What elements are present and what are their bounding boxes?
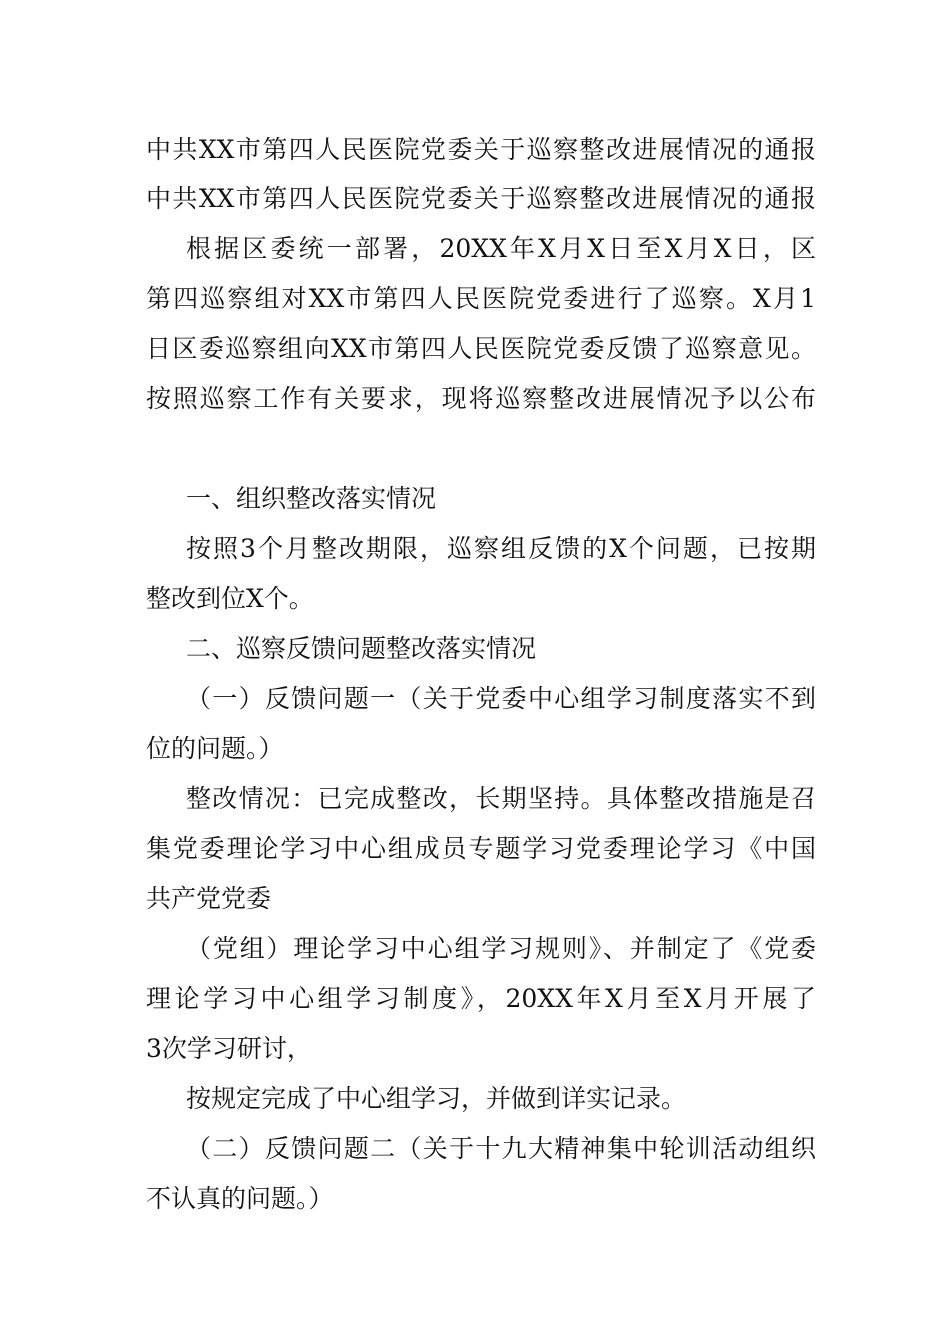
intro-line-4: 按照巡察工作有关要求，现将巡察整改进展情况予以公布: [146, 384, 816, 413]
item2-line-1: （二）反馈问题二（关于十九大精神集中轮训活动组织: [186, 1134, 816, 1163]
rectify-cont-line-3: 3次学习研讨，: [146, 1034, 312, 1063]
intro-line-2: 第四巡察组对XX市第四人民医院党委进行了巡察。X月1: [146, 284, 816, 313]
section2-heading: 二、巡察反馈问题整改落实情况: [186, 634, 537, 663]
document-title-line-1: 中共XX市第四人民医院党委关于巡察整改进展情况的通报: [146, 135, 816, 164]
rectify-end-line: 按规定完成了中心组学习，并做到详实记录。: [186, 1084, 687, 1113]
section1-body-line-1: 按照3个月整改期限，巡察组反馈的X个问题，已按期: [186, 534, 816, 563]
item1-line-2: 位的问题。）: [146, 734, 284, 763]
item1-line-1: （一）反馈问题一（关于党委中心组学习制度落实不到: [186, 684, 816, 713]
section1-heading: 一、组织整改落实情况: [186, 484, 437, 513]
item2-line-2: 不认真的问题。）: [146, 1184, 334, 1213]
rectify-line-1: 整改情况：已完成整改，长期坚持。具体整改措施是召: [186, 784, 816, 813]
rectify-line-2: 集党委理论学习中心组成员专题学习党委理论学习《中国: [146, 834, 816, 863]
rectify-cont-line-1: （党组）理论学习中心组学习规则》、并制定了《党委: [186, 934, 816, 963]
rectify-cont-line-2: 理论学习中心组学习制度》，20XX年X月至X月开展了: [146, 984, 816, 1013]
intro-line-1: 根据区委统一部署，20XX年X月X日至X月X日，区: [186, 234, 816, 263]
intro-line-3: 日区委巡察组向XX市第四人民医院党委反馈了巡察意见。: [146, 334, 816, 363]
rectify-line-3: 共产党党委: [146, 884, 272, 913]
section1-body-line-2: 整改到位X个。: [146, 584, 314, 613]
document-title-line-2: 中共XX市第四人民医院党委关于巡察整改进展情况的通报: [146, 184, 816, 213]
